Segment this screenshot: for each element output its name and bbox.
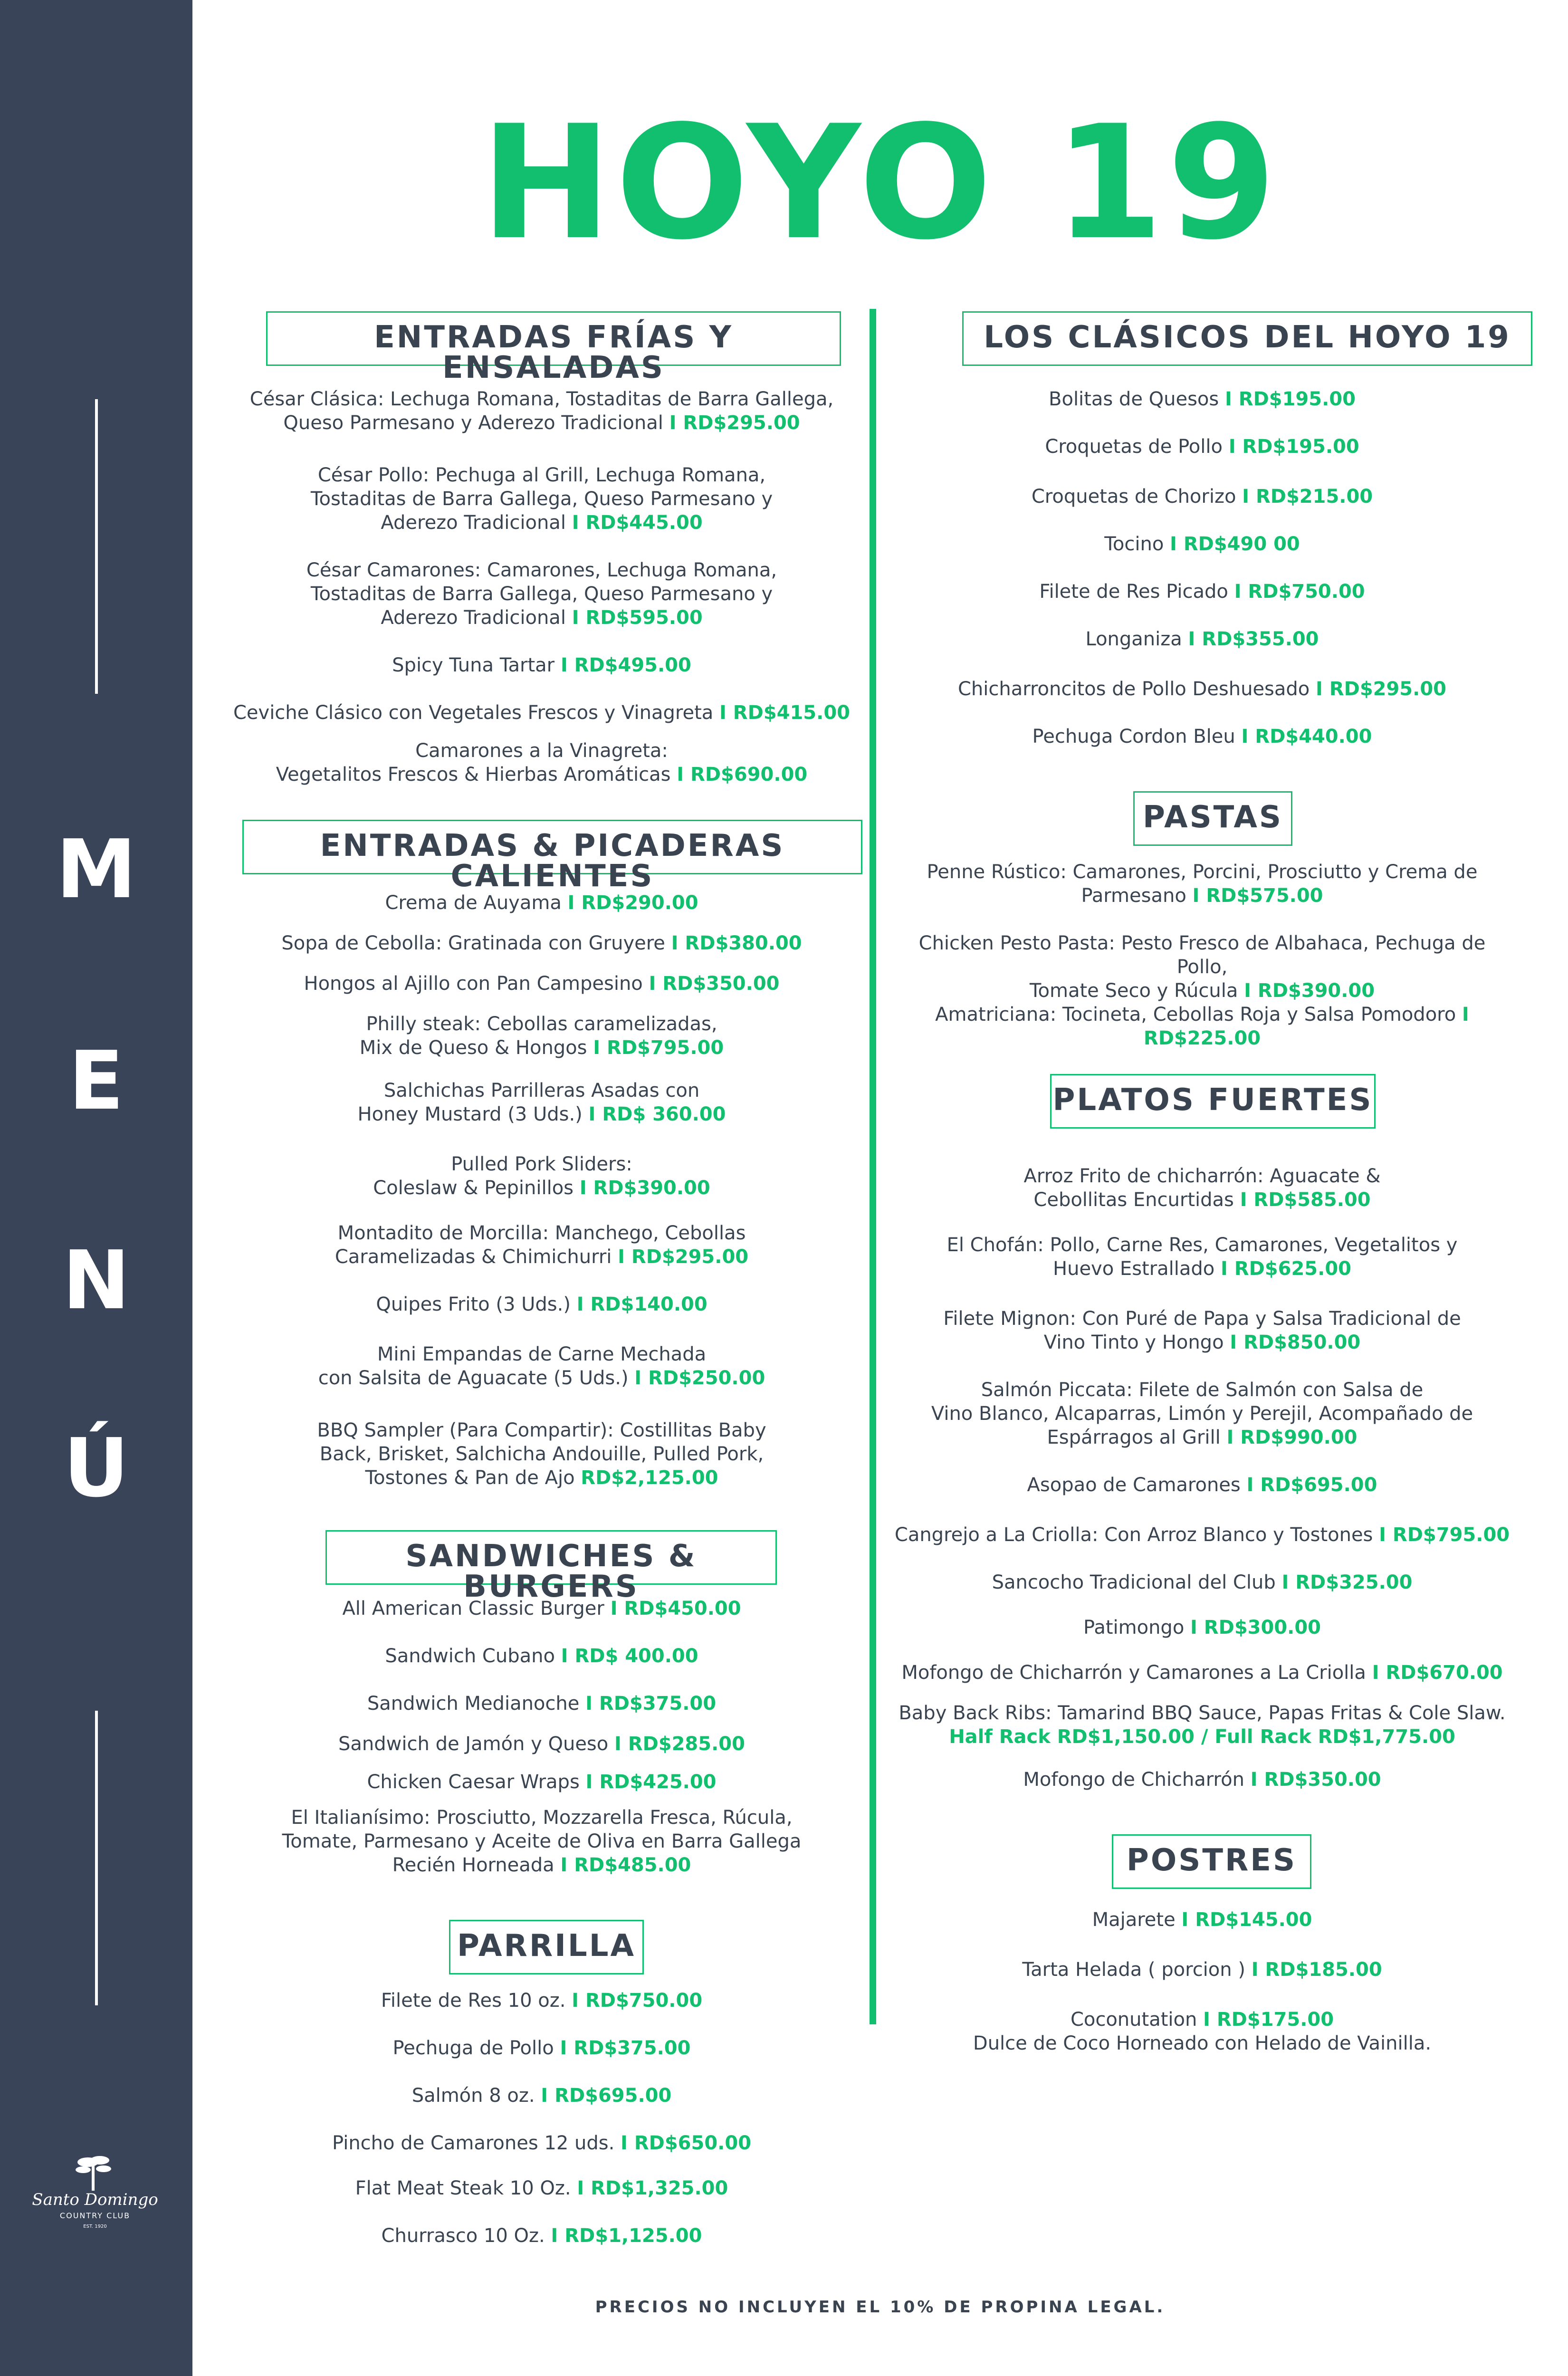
menu-item [223,2084,860,2108]
country-club-logo [19,2153,171,2233]
item-name: Croquetas de Chorizo [1031,486,1243,508]
item-name: All American Classic Burger [342,1598,611,1619]
item-price: I RD$495.00 [560,654,691,676]
menu-item [223,2176,860,2200]
menu-item [223,701,860,725]
menu-item [223,463,860,535]
menu-letter-e: E [68,1034,124,1128]
item-name: Tarta Helada ( porcion ) [1022,1959,1252,1981]
item-name: Majarete [1092,1909,1182,1931]
item-price: I RD$795.00 [1379,1524,1510,1546]
menu-letter-u: Ú [63,1421,129,1515]
item-price: I RD$375.00 [585,1693,717,1715]
menu-item [893,1768,1511,1792]
item-name: César Pollo: Pechuga al Grill, Lechuga Romana, [317,464,766,486]
item-name: Spicy Tuna Tartar [392,654,561,676]
item-name: Coleslaw & Pepinillos [373,1177,580,1199]
item-name: César Clásica: Lechuga Romana, Tostaditas de Barra Gallega, [249,388,834,410]
menu-item [223,1770,860,1794]
item-price: I RD$145.00 [1181,1909,1312,1931]
menu-item [223,1732,860,1756]
menu-item [223,891,860,915]
menu-item [893,725,1511,748]
item-name: César Camarones: Camarones, Lechuga Romana, [306,559,777,581]
menu-item [893,532,1511,556]
section-title-entradas-calientes: ENTRADAS & PICADERAS CALIENTES [242,820,862,874]
item-name: Sancocho Tradicional del Club [992,1571,1282,1593]
menu-item [893,1378,1511,1449]
item-name: Mofongo de Chicharrón [1023,1769,1251,1791]
item-name: Mini Empandas de Carne Mechada [377,1343,707,1365]
item-name: Chicken Caesar Wraps [367,1771,586,1793]
sidebar-line-top [95,399,98,694]
item-price: I RD$670.00 [1372,1662,1503,1684]
item-price: I RD$625.00 [1220,1258,1351,1280]
menu-item [223,1989,860,2012]
item-name: Huevo Estrallado [1053,1258,1221,1280]
menu-item [223,1692,860,1715]
section-title-sandwiches: SANDWICHES & BURGERS [325,1530,777,1585]
menu-item [893,1701,1511,1749]
item-price: I RD$485.00 [560,1854,691,1876]
item-price: I RD$1,125.00 [551,2225,702,2247]
item-price: Half Rack RD$1,150.00 / Full Rack RD$1,775.00 [949,1726,1455,1748]
item-price: I RD$350.00 [649,973,780,995]
item-name: Penne Rústico: Camarones, Porcini, Prosciutto y Crema de [927,861,1478,883]
menu-item [223,972,860,996]
item-name: con Salsita de Aguacate (5 Uds.) [318,1367,635,1389]
menu-item [893,2008,1511,2055]
item-name: Tostones & Pan de Ajo [365,1467,581,1489]
item-name: Camarones a la Vinagreta: [415,740,668,762]
svg-text:EST. 1920: EST. 1920 [83,2224,107,2229]
item-name: Longaniza [1085,628,1188,650]
item-description: Dulce de Coco Horneado con Helado de Vainilla. [973,2032,1432,2054]
item-price: I RD$445.00 [572,512,703,534]
item-name: Filete de Res Picado [1039,581,1234,603]
item-price: I RD$355.00 [1188,628,1319,650]
menu-item [223,653,860,677]
menu-item [223,1293,860,1316]
svg-text:COUNTRY CLUB: COUNTRY CLUB [59,2211,131,2220]
item-price: I RD$295.00 [669,412,800,434]
item-name: Honey Mustard (3 Uds.) [357,1103,589,1125]
menu-item [893,1307,1511,1354]
footer-note: PRECIOS NO INCLUYEN EL 10% DE PROPINA LEGAL. [595,2298,1166,2317]
item-price: I RD$425.00 [585,1771,717,1793]
item-name: Croquetas de Pollo [1045,436,1229,458]
item-name: Pincho de Camarones 12 uds. [332,2132,621,2154]
menu-item [223,2224,860,2248]
menu-item [893,1164,1511,1212]
item-price: I RD$850.00 [1230,1332,1361,1353]
item-name: Sopa de Cebolla: Gratinada con Gruyere [281,932,671,954]
item-name: Chicken Pesto Pasta: Pesto Fresco de Albahaca, Pechuga de Pollo, [918,932,1486,978]
menu-item [223,387,860,435]
menu-item [223,739,860,786]
menu-item [893,387,1511,411]
section-title-clasicos: LOS CLÁSICOS DEL HOYO 19 [962,311,1532,366]
menu-item [893,1233,1511,1281]
menu-item [223,1012,860,1060]
item-price: I RD$375.00 [560,2037,691,2059]
menu-item [893,580,1511,604]
item-name: Montadito de Morcilla: Manchego, Cebollas [337,1222,746,1244]
item-price: I RD$175.00 [1203,2009,1334,2031]
item-name: Sandwich de Jamón y Queso [338,1733,614,1755]
menu-item [893,1616,1511,1639]
item-name: Salmón Piccata: Filete de Salmón con Salsa de [981,1379,1424,1401]
item-price: I RD$990.00 [1226,1427,1358,1448]
item-name: Pechuga Cordon Bleu [1032,726,1242,747]
item-name: Salchichas Parrilleras Asadas con [383,1080,700,1102]
menu-item [223,1418,860,1490]
menu-item [893,435,1511,459]
item-price: I RD$690.00 [677,764,808,786]
item-price: I RD$ 400.00 [561,1645,698,1667]
item-price: I RD$380.00 [671,932,802,954]
menu-item [223,1152,860,1200]
item-name: Quipes Frito (3 Uds.) [376,1293,577,1315]
item-name: Philly steak: Cebollas caramelizadas, [366,1013,717,1035]
item-name: Ceviche Clásico con Vegetales Frescos y Vinagreta [233,702,719,724]
item-name: Pulled Pork Sliders: [451,1153,632,1175]
menu-item [223,1342,860,1390]
menu-item [893,1571,1511,1594]
column-divider [870,309,876,2024]
item-price: I RD$ 360.00 [588,1103,726,1125]
menu-item [223,1079,860,1126]
item-price: I RD$350.00 [1250,1769,1381,1791]
item-name: Cangrejo a La Criolla: Con Arroz Blanco y Tostones [894,1524,1379,1546]
item-name: El Chofán: Pollo, Carne Res, Camarones, Vegetalitos y [947,1234,1458,1256]
item-name: Hongos al Ajillo con Pan Campesino [304,973,649,995]
item-price: I RD$415.00 [719,702,850,724]
menu-item [893,1908,1511,1932]
item-name: Bolitas de Quesos [1049,388,1225,410]
item-name: Coconutation [1070,2009,1204,2031]
item-price: I RD$325.00 [1281,1571,1413,1593]
item-name: BBQ Sampler (Para Compartir): Costillitas Baby [317,1419,766,1441]
page-title: HOYO 19 [480,92,1280,274]
item-name: Vino Tinto y Hongo [1043,1332,1230,1353]
item-name: Tostaditas de Barra Gallega, Queso Parmesano y [310,583,773,605]
item-price: I RD$695.00 [1246,1474,1377,1496]
item-name: Sandwich Cubano [385,1645,561,1667]
menu-item [223,931,860,955]
section-title-postres: POSTRES [1112,1834,1311,1889]
item-name: Asopao de Camarones [1027,1474,1247,1496]
section-title-pastas: PASTAS [1133,791,1292,846]
item-price: I RD$390.00 [579,1177,710,1199]
item-price: I RD$585.00 [1240,1189,1371,1211]
item-name: Baby Back Ribs: Tamarind BBQ Sauce, Papas Fritas & Cole Slaw. [899,1702,1506,1724]
item-price: I RD$290.00 [567,892,698,914]
section-title-entradas-frias: ENTRADAS FRÍAS Y ENSALADAS [266,311,841,366]
item-name: Filete Mignon: Con Puré de Papa y Salsa Tradicional de [943,1308,1461,1330]
item-name: Caramelizadas & Chimichurri [335,1246,618,1268]
section-title-platos-fuertes: PLATOS FUERTES [1050,1074,1376,1129]
item-price: I RD$450.00 [610,1598,741,1619]
menu-item [223,1806,860,1877]
menu-item [223,2131,860,2155]
svg-text:Santo Domingo: Santo Domingo [32,2190,158,2209]
item-name: Parmesano [1081,885,1193,907]
item-price: I RD$650.00 [621,2132,752,2154]
item-price: I RD$1,325.00 [577,2177,728,2199]
item-name: Tocino [1104,533,1170,555]
item-name: Tostaditas de Barra Gallega, Queso Parmesano y [310,488,773,510]
item-name: Sandwich Medianoche [367,1693,586,1715]
menu-item [893,485,1511,508]
item-name: Espárragos al Grill [1047,1427,1227,1448]
menu-item [893,627,1511,651]
menu-letter-m: M [56,823,137,917]
item-price: I RD$440.00 [1241,726,1372,747]
menu-item [893,1523,1511,1547]
menu-letter-n: N [62,1234,130,1328]
item-price: I RD$295.00 [1316,678,1446,700]
item-price: I RD$195.00 [1228,436,1359,458]
item-name: Filete de Res 10 oz. [381,1990,572,2012]
item-price: I RD$225.00 [1143,1004,1469,1049]
item-name: Recién Horneada [392,1854,561,1876]
item-name: Mix de Queso & Hongos [359,1037,593,1059]
item-name: Chicharroncitos de Pollo Deshuesado [958,678,1316,700]
item-name: Salmón 8 oz. [411,2085,541,2107]
menu-item [223,2036,860,2060]
item-price: I RD$390.00 [1244,980,1375,1002]
item-name: Aderezo Tradicional [381,607,572,629]
item-price: I RD$140.00 [576,1293,708,1315]
item-price: I RD$300.00 [1190,1617,1321,1638]
menu-item [893,860,1511,908]
item-name: Mofongo de Chicharrón y Camarones a La Criolla [901,1662,1372,1684]
item-name: Crema de Auyama [385,892,568,914]
item-name: Back, Brisket, Salchicha Andouille, Pulled Pork, [319,1443,764,1465]
item-price: I RD$595.00 [572,607,703,629]
item-name: Tomate Seco y Rúcula [1029,980,1244,1002]
menu-item [223,1644,860,1668]
item-name: Vegetalitos Frescos & Hierbas Aromáticas [276,764,677,786]
item-price: I RD$575.00 [1192,885,1323,907]
menu-item [893,1958,1511,1982]
item-price: I RD$215.00 [1242,486,1373,508]
menu-item [893,1661,1511,1685]
item-name: Queso Parmesano y Aderezo Tradicional [283,412,669,434]
sidebar [0,0,192,2376]
item-price: I RD$750.00 [1234,581,1365,603]
sidebar-line-bottom [95,1711,98,2005]
menu-item [223,558,860,630]
item-price: I RD$250.00 [634,1367,765,1389]
item-name: Churrasco 10 Oz. [381,2225,551,2247]
item-price: I RD$295.00 [618,1246,749,1268]
menu-item [223,1221,860,1269]
menu-item [223,1597,860,1620]
item-name: Cebollitas Encurtidas [1033,1189,1240,1211]
item-price: I RD$490 00 [1170,533,1300,555]
item-price: I RD$285.00 [614,1733,745,1755]
item-name: Arroz Frito de chicharrón: Aguacate & [1023,1165,1381,1187]
item-name: Tomate, Parmesano y Aceite de Oliva en Barra Gallega [282,1830,802,1852]
menu-item [893,931,1511,1003]
item-name: Patimongo [1083,1617,1190,1638]
item-price: I RD$195.00 [1224,388,1356,410]
menu-item [893,1473,1511,1497]
item-price: I RD$750.00 [572,1990,703,2012]
section-title-parrilla: PARRILLA [449,1920,644,1974]
item-price: RD$2,125.00 [581,1467,718,1489]
item-name: Flat Meat Steak 10 Oz. [355,2177,577,2199]
item-name: Pechuga de Pollo [392,2037,560,2059]
item-price: I RD$795.00 [593,1037,724,1059]
menu-item [893,677,1511,701]
item-name: El Italianísimo: Prosciutto, Mozzarella Fresca, Rúcula, [291,1807,793,1829]
menu-item [893,1003,1511,1050]
item-price: I RD$695.00 [541,2085,672,2107]
item-name: Aderezo Tradicional [381,512,572,534]
item-name: Amatriciana: Tocineta, Cebollas Roja y Salsa Pomodoro [935,1004,1462,1025]
item-price: I RD$185.00 [1251,1959,1382,1981]
item-name: Vino Blanco, Alcaparras, Limón y Perejil, Acompañado de [931,1403,1473,1425]
